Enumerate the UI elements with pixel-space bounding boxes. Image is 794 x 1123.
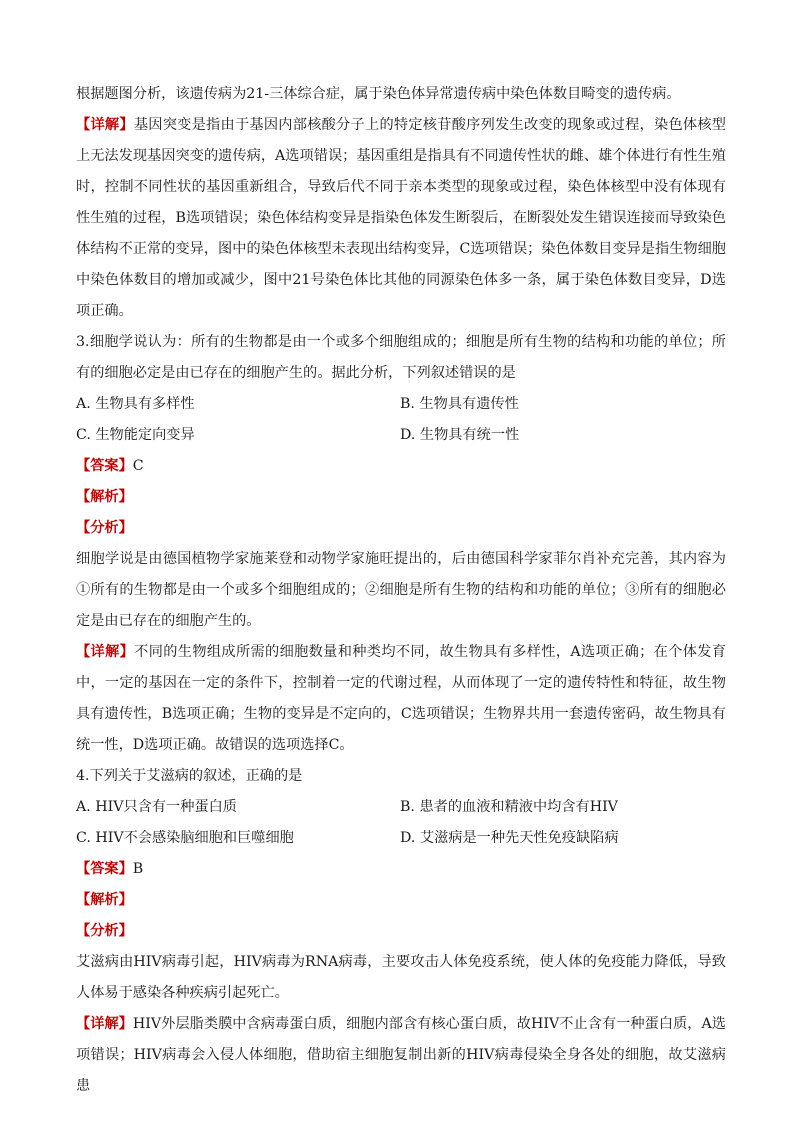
answer-tag: 【答案】 [76, 861, 133, 877]
q3-option-c: C. 生物能定向变异 [76, 427, 195, 443]
q4-fenxi-heading [76, 916, 726, 947]
q3-options-row-1 [76, 389, 726, 420]
q4-option-d: D. 艾滋病是一种先天性免疫缺陷病 [400, 830, 619, 846]
q4-option-a: A. HIV只含有一种蛋白质 [76, 799, 237, 815]
q4-fenxi-text: 艾滋病由HIV病毒引起，HIV病毒为RNA病毒，主要攻击人体免疫系统，使人体的免疫能力降低，导致人体易于感染各种疾病引起死亡。 [76, 954, 726, 1001]
analysis-tag: 【解析】 [76, 489, 133, 505]
q3-option-a: A. 生物具有多样性 [76, 396, 195, 412]
q2-detail-paragraph [76, 110, 726, 327]
answer-tag: 【答案】 [76, 458, 133, 474]
q4-detail-text: HIV外层脂类膜中含病毒蛋白质，细胞内部含有核心蛋白质，故HIV不止含有一种蛋白质，A选项错误；HIV病毒会入侵人体细胞，借助宿主细胞复制出新的HIV病毒侵染全身各处的细胞，故艾滋病患 [76, 1016, 726, 1094]
detail-tag: 【详解】 [76, 1016, 133, 1032]
q4-detail-paragraph [76, 1009, 726, 1102]
q3-analysis-heading [76, 482, 726, 513]
detail-tag: 【详解】 [76, 644, 135, 660]
q4-analysis-heading [76, 885, 726, 916]
q3-stem: 3.细胞学说认为：所有的生物都是由一个或多个细胞组成的；细胞是所有生物的结构和功能的单位；所有的细胞必定是由已存在的细胞产生的。据此分析，下列叙述错误的是 [76, 334, 726, 381]
q4-answer-value: B [132, 861, 144, 877]
q4-stem: 4.下列关于艾滋病的叙述，正确的是 [76, 768, 303, 784]
analysis-tag: 【解析】 [76, 892, 133, 908]
q4-option-b: B. 患者的血液和精液中均含有HIV [400, 799, 618, 815]
document-content [76, 79, 726, 1102]
q2-detail-text: 基因突变是指由于基因内部核酸分子上的特定核苷酸序列发生改变的现象或过程，染色体核型上无法发现基因突变的遗传病，A选项错误；基因重组是指具有不同遗传性状的雌、雄个体进行有性生殖时，控制不同性状的基因重新组合，导致后代不同于亲本类型的现象或过程，染色体核型中没有体现有性生殖的过程，B选项错误；染色体结构变异是指染色体发生断裂后，在断裂处发生错误连接而导致染色体结构不正常的变异，图中的染色体核型未表现出结构变异，C选项错误；染色体数目变异是指生物细胞中染色体数目的增加或减少，图中21号染色体比其他的同源染色体多一条，属于染色体数目变异，D选项正确。 [76, 117, 726, 319]
q3-detail-paragraph [76, 637, 726, 761]
q4-options-row-2 [76, 823, 726, 854]
q3-fenxi-heading [76, 513, 726, 544]
q3-fenxi-text: 细胞学说是由德国植物学家施莱登和动物学家施旺提出的，后由德国科学家菲尔肖补充完善，其内容为①所有的生物都是由一个或多个细胞组成的；②细胞是所有生物的结构和功能的单位；③所有的细胞必定是由已存在的细胞产生的。 [76, 551, 726, 629]
q3-detail-text: 不同的生物组成所需的细胞数量和种类均不同，故生物具有多样性，A选项正确；在个体发育中，一定的基因在一定的条件下，控制着一定的代谢过程，从而体现了一定的遗传特性和特征，故生物具有遗传性，B选项正确；生物的变异是不定向的，C选项错误；生物界共用一套遗传密码，故生物具有统一性，D选项正确。故错误的选项选择C。 [76, 644, 726, 753]
q4-answer [76, 854, 726, 885]
fenxi-tag: 【分析】 [76, 923, 133, 939]
q3-option-b: B. 生物具有遗传性 [400, 396, 519, 412]
q3-answer-value: C [132, 458, 144, 474]
q2-analysis-conclusion: 根据题图分析，该遗传病为21-三体综合症，属于染色体异常遗传病中染色体数目畸变的遗传病。 [76, 86, 681, 102]
fenxi-tag: 【分析】 [76, 520, 133, 536]
q3-option-d: D. 生物具有统一性 [400, 427, 520, 443]
q3-options-row-2 [76, 420, 726, 451]
q3-answer [76, 451, 726, 482]
q4-options-row-1 [76, 792, 726, 823]
detail-tag: 【详解】 [76, 117, 134, 133]
q4-option-c: C. HIV不会感染脑细胞和巨噬细胞 [76, 830, 294, 846]
